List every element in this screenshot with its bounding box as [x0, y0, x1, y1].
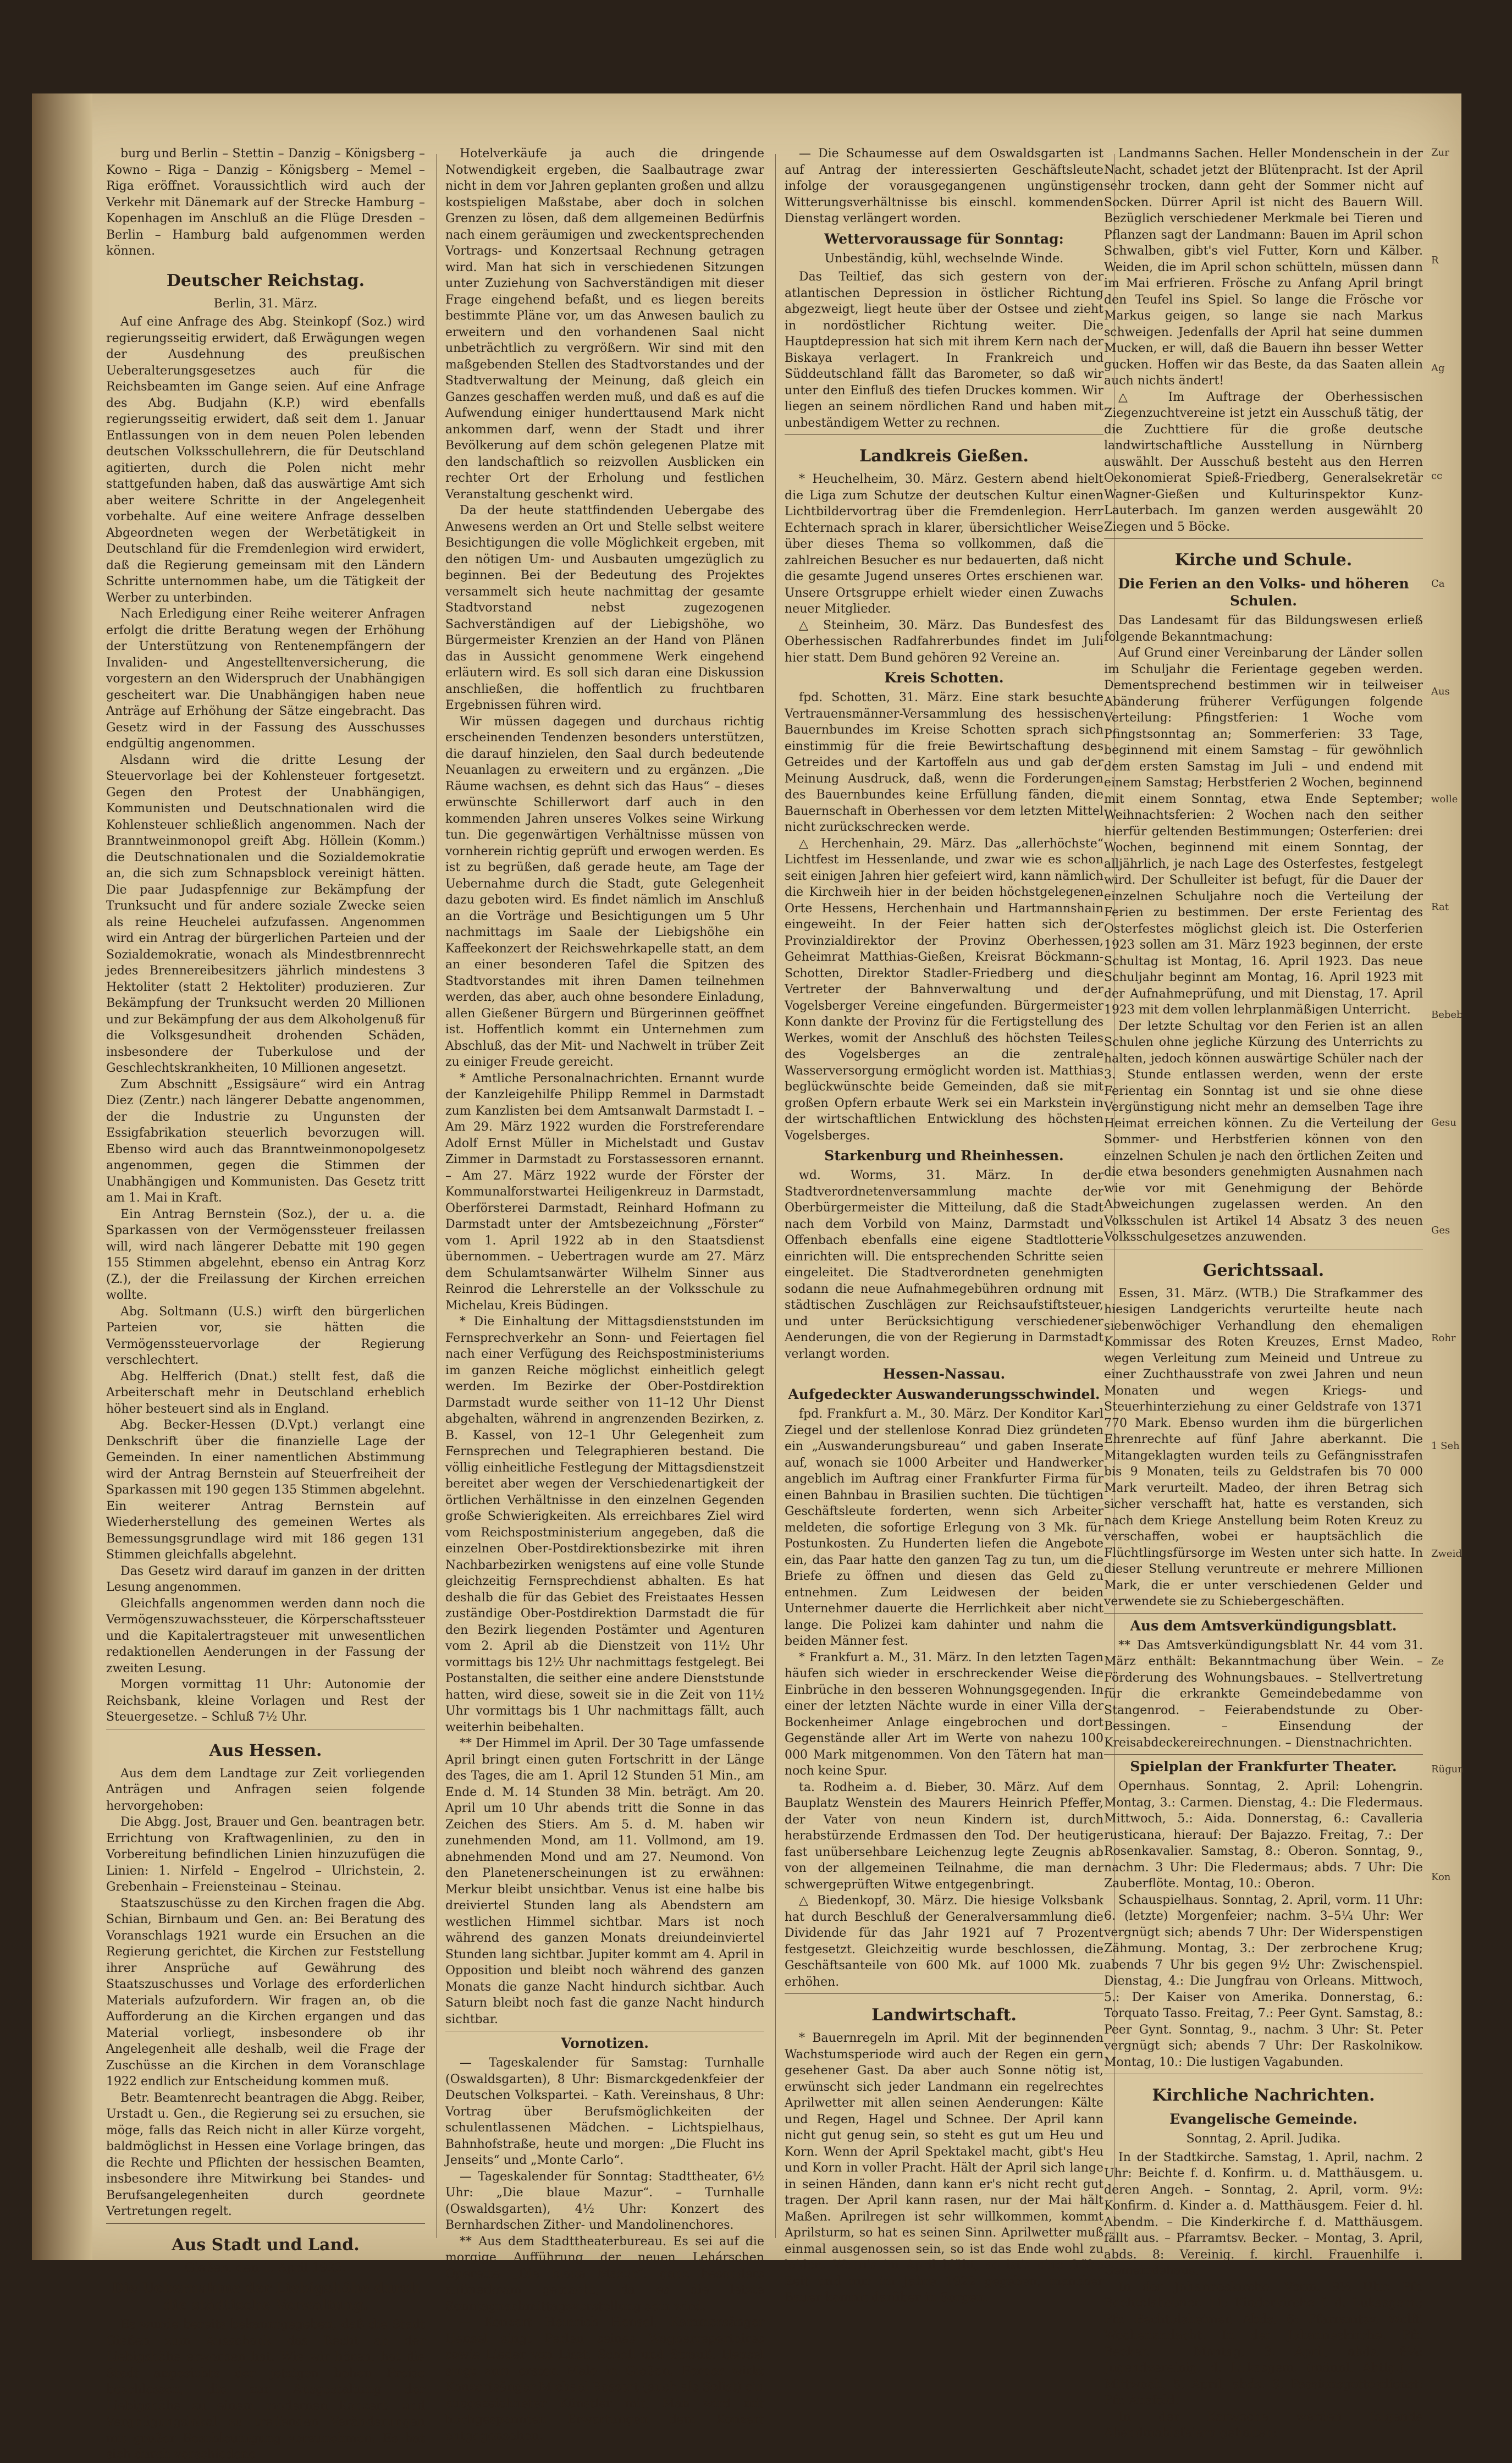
edge-fragment: Rügun — [1431, 1764, 1464, 1775]
rule-divider — [1104, 1613, 1423, 1614]
paragraph: * Bauernregeln im April. Mit der beginnenden Wachstumsperiode wird auch der Regen ein gern gesehener Gast. Da aber auch Sonne nötig ist, erwünscht sich jeder Landmann ein regelrechtes Aprilwetter mit allen seinen Aenderungen: Kälte und Regen, Hagel und Schnee. Der April kann nicht gut genug sein, so steht es gut um Heu und Korn. Wenn der April Spektakel macht, gibt's Heu und Korn in voller Pracht. Hält der April sich lange in seinen Händen, dann kann er's nicht recht gut tragen. Der April kann rasen, nur der Mai hält Maßen. Aprilregen ist sehr willkommen, kommt Aprilsturm, so hat es seinen Sinn. Aprilwetter muß einmal ausgenossen sein, so ist das Ende wohl zu leiden. Wenn's im April blüht, so ist's eine frühe Zeit und nur im Jahre 1922 gegeben, mancher Bauer kommt darüber in Sorgen. — [785, 2031, 1103, 2305]
paragraph: Abg. Soltmann (U.S.) wirft den bürgerlichen Parteien vor, sie hätten die Vermögenssteuervorlage der Regierung verschlechtert. — [106, 1304, 425, 1367]
paragraph: Nach Erledigung einer Reihe weiterer Anfragen erfolgt die dritte Beratung wegen der Erhöhung der Unterstützung von Rentenempfängern der Invaliden- und Angestelltenversicherung, die vorgestern an den Widerspruch der Unabhängigen gescheitert war. Die Unabhängigen haben neue Anträge auf Erhöhung der Sätze eingebracht. Das Gesetz wird in der Fassung des Ausschusses endgültig angenommen. — [106, 607, 425, 751]
column-2 — [445, 146, 764, 2443]
paragraph: Das Gesetz wird darauf im ganzen in der dritten Lesung angenommen. — [106, 1564, 425, 1594]
paragraph: In der Johanneskirche. Vorm. 9½ Uhr: Pfr. Bechtolsheimer. 11: Kinderkirche f. d. Lukasgem.; Pfr. Bechtolsheimer. Abds. 6: Pfarramtsv. Wolff. Wochenandacht. In der Johanneskirche. Pfr. Becker. – Montag, 3. April, abds. 8¼: Jugendvereinig. d. Lukasgem. (männl. Abtlg.). – Mittwoch, 5. April, abds. 6: Passionsgottesdienst: Pfr. Ausfeld. — [1104, 2280, 1423, 2407]
paragraph: △ Herchenhain, 29. März. Das „allerhöchste“ Lichtfest im Hessenlande, und zwar wie es schon seit einigen Jahren hier gefeiert wird, kann nämlich die Kirchweih hier in der beiden höchstgelegenen Orte Hessens, Herchenhain und Hartmannshain eingeweiht. In der Feier hatten sich der Provinzialdirektor der Provinz Oberhessen, Geheimrat Matthias-Gießen, Kreisrat Böckmann-Schotten, Direktor Stadler-Friedberg und die Vertreter der Bahnverwaltung und der Vogelsberger Vereine eingefunden. Bürgermeister Konn dankte der Provinz für die Fertigstellung des Werkes, womit der Anschluß des höchsten Teiles des Vogelsberges an die zentrale Wasserversorgung ermöglicht worden ist. Matthias beglückwünschte beide Gemeinden, daß sie mit großen Opfern erbaute Werk sei ein Markstein in der wirtschaftlichen Entwicklung des höchsten Vogelsberges. — [785, 836, 1103, 1143]
binding-gutter — [32, 93, 92, 2260]
section-heading: Kirche und Schule. — [1174, 550, 1353, 570]
rule-divider — [785, 434, 1103, 435]
rule-divider — [785, 1993, 1103, 1994]
paragraph: Die Abgg. Jost, Brauer und Gen. beantragen betr. Errichtung von Kraftwagenlinien, zu den in Vorbereitung befindlichen Linien hinzuzufügen die Linien: 1. Nirfeld – Engelrod – Ulrichstein, 2. Grebenhain – Freiensteinau – Steinau. — [106, 1815, 425, 1894]
paragraph: Abg. Becker-Hessen (D.Vpt.) verlangt eine Denkschrift über die finanzielle Lage der Gemeinden. In einer namentlichen Abstimmung wird der Antrag Bernstein auf Steuerfreiheit der Sparkassen mit 190 gegen 135 Stimmen abgelehnt. Ein weiterer Antrag Bernstein auf Wiederherstellung des gemeinen Wertes als Bemessungsgrundlage wird mit 186 gegen 131 Stimmen gleichfalls abgelehnt. — [106, 1418, 425, 1562]
rule-divider — [106, 2223, 425, 2224]
edge-fragment: Zweid — [1431, 1548, 1462, 1560]
column-4 — [1104, 146, 1423, 2440]
article-heading: Die Uebernahme der Liebigshöhe durch die städtische Verwaltung. — [111, 2280, 420, 2313]
paragraph: △ Biedenkopf, 30. März. Die hiesige Volksbank hat durch Beschluß der Generalversammlung die Dividende für das Jahr 1921 auf 7 Prozent festgesetzt. Gleichzeitig wurde beschlossen, die Geschäftsanteile von 600 Mk. auf 1000 Mk. zu erhöhen. — [785, 1894, 1103, 1989]
edge-fragment: Ges — [1431, 1225, 1450, 1236]
paragraph: △ Steinheim, 30. März. Das Bundesfest des Oberhessischen Radfahrerbundes findet im Juli hier statt. Dem Bund gehören 92 Vereine an. — [785, 618, 1103, 665]
article-heading: Aufgedeckter Auswanderungsschwindel. — [788, 1386, 1100, 1402]
edge-fragment: 1 Seh — [1431, 1440, 1460, 1452]
edge-fragment: Ze — [1431, 1656, 1444, 1667]
paragraph: Abg. Helfferich (Dnat.) stellt fest, daß die Arbeiterschaft mehr in Deutschland erheblich höher besteuert sind als in England. — [106, 1369, 425, 1416]
paragraph: — Tageskalender für Samstag: Turnhalle (Oswaldsgarten), 8 Uhr: Bismarckgedenkfeier der Deutschen Volkspartei. – Kath. Vereinshaus, 8 Uhr: Vortrag über Berufsmöglichkeiten der schulentlassenen Mädchen. – Lichtspielhaus, Bahnhofstraße, heute und morgen: „Die Flucht ins Jenseits“ und „Monte Carlo“. — [445, 2056, 764, 2167]
article-heading: Die Ferien an den Volks- und höheren Schulen. — [1118, 576, 1409, 609]
paragraph: Opernhaus. Sonntag, 2. April: Lohengrin. Montag, 3.: Carmen. Dienstag, 4.: Die Fledermaus. Mittwoch, 5.: Aida. Donnerstag, 6.: Cavalleria rusticana, hierauf: Der Bajazzo. Freitag, 7.: Der Rosenkavalier. Samstag, 8.: Oberon. Sonntag, 9., nachm. 3 Uhr: Die Fledermaus; abds. 7 Uhr: Die Zauberflöte. Montag, 10.: Oberon. — [1104, 1779, 1423, 1891]
paragraph: Hotelverkäufe ja auch die dringende Notwendigkeit ergeben, die Saalbautrage zwar nicht in dem vor Jahren geplanten großen und allzu kostspieligen Maßstabe, aber doch in solchen Grenzen zu lösen, daß dem allgemeinen Bedürfnis nach einem geräumigen und zweckentsprechenden Vortrags- und Konzertsaal Rechnung getragen wird. Man hat sich in verschiedenen Sitzungen unter Zuziehung von Sachverständigen mit dieser Frage eingehend befaßt, und es liegen bereits bestimmte Pläne vor, um das Anwesen baulich zu erweitern und den vorhandenen Saal nicht unbeträchtlich zu vergrößern. Wir sind mit den maßgebenden Stellen des Stadtvorstandes und der Stadtverwaltung der Meinung, daß gleich ein Ganzes geschaffen werden muß, und daß es auf die Aufwendung einiger hunderttausend Mark nicht ankommen darf, wenn der Stadt und ihrer Bevölkerung auf dem schön gelegenen Platze mit den landschaftlich so reizvollen Ausblicken ein rechter Ort der Erholung und festlichen Veranstaltung geschenkt wird. — [445, 147, 764, 502]
paragraph: burg und Berlin – Stettin – Danzig – Königsberg – Kowno – Riga – Danzig – Königsberg – Memel – Riga eröffnet. Voraussichtlich wird auch der Verkehr mit Dänemark auf der Strecke Hamburg – Kopenhagen im Anschluß an die Flüge Dresden – Berlin – Hamburg bald aufgenommen werden können. — [106, 147, 425, 258]
paragraph: Essen, 31. März. (WTB.) Die Strafkammer des hiesigen Landgerichts verurteilte heute nach siebenwöchiger Verhandlung den ehemaligen Kommissar des Roten Kreuzes, Ernst Madeo, wegen Verleitung zum Meineid und Untreue zu einer Zuchthausstrafe von zwei Jahren und neun Monaten und wegen Kriegs- und Steuerhinterziehung zu einer Geldstrafe von 1371 770 Mark. Ebenso wurden ihm die bürgerlichen Ehrenrechte auf fünf Jahre aberkannt. Die Mitangeklagten wurden teils zu Gefängnisstrafen bis 9 Monaten, teils zu Geldstrafen bis 70 000 Mark verurteilt. Madeo, der ihren Betrag sich sicher verschafft hat, hatte es verstanden, sich nach dem Kriege Anstellung beim Roten Kreuz zu verschaffen, wobei er hauptsächlich die Flüchtlingsfürsorge im Westen unter sich hatte. In dieser Stellung veruntreute er mehrere Millionen Mark, die er unter verschiedenen Gelder und verwendete sie zu Schiebergeschäften. — [1104, 1286, 1423, 1608]
paragraph: Es wurde bereits bekanntgegeben, daß die Stadt Gießen zum Ausschank das Recht an der Liebigshöhe erworben hat. Wie wir hören, hat die Stadt angesichts der jetzigen hohen Preise beschlossen, die zur Ausgestaltung der Liebigshöhe zu einem modernen Konzert- und Vergnügungslokal zu treffenden Veränderungen mit großer Beschleunigung vorzunehmen. Es hat sich durch verschiedene — [106, 2318, 425, 2461]
next-page-edge-strip — [1431, 146, 1464, 2235]
paragraph: Auf Grund einer Vereinbarung der Länder sollen im Schuljahr die Ferientage gegeben werden. Dementsprechend bestimmen wir in teilweiser Abänderung früherer Verfügungen folgende Verteilung: Pfingstferien: 1 Woche vom Pfingstsonntag an; Sommerferien: 33 Tage, beginnend mit einem Samstag – für gewöhnlich dem ersten Samstag im Juli – und endend mit einem Samstag; Herbstferien 2 Wochen, beginnend mit einem Sonntag, etwa Ende September; Weihnachtsferien: 2 Wochen nach den seither hierfür geltenden Bestimmungen; Osterferien: drei Wochen, beginnend mit einem Sonntag, der alljährlich, je nach Lage des Osterfestes, festgelegt wird. Der Schulleiter ist befugt, für die Dauer der einzelnen Schuljahre noch die Verteilung der Ferien zu bestimmen. Der erste Ferientag des Osterfestes möglichst gleich ist. Die Osterferien 1923 sollen am 31. März 1923 beginnen, der erste Schultag ist Montag, 16. April 1923. Das neue Schuljahr beginnt am Montag, 16. April 1923 mit der Aufnahmeprüfung, und mit Dienstag, 17. April 1923 mit dem vollen lehrplanmäßigen Unterricht. — [1104, 646, 1423, 1017]
paragraph: △ Im Auftrage der Oberhessischen Ziegenzuchtvereine ist jetzt ein Ausschuß tätig, der die Zuchttiere für die große deutsche landwirtschaftliche Ausstellung in Nürnberg auswählt. Der Ausschuß besteht aus den Herren Oekonomierat Spieß-Friedberg, Generalsekretär Wagner-Gießen und Kulturinspektor Kunz-Lauterbach. Im ganzen werden ausgewählt 20 Ziegen und 5 Böcke. — [1104, 390, 1423, 534]
rule-divider — [1104, 1754, 1423, 1755]
paragraph: ** Der Himmel im April. Der 30 Tage umfassende April bringt einen guten Fortschritt in der Länge des Tages, die am 1. April 12 Stunden 51 Min., am Ende d. M. 14 Stunden 38 Min. beträgt. Am 20. April um 10 Uhr abends tritt die Sonne in das Zeichen des Stiers. Am 5. d. M. haben wir zunehmenden Mond, am 11. Vollmond, am 19. abnehmenden Mond und am 27. Neumond. Von den Planetenerscheinungen ist zu erwähnen: Merkur bleibt unsichtbar. Venus ist eine halbe bis dreiviertel Stunden lang als Abendstern am westlichen Himmel sichtbar. Mars ist noch während des ganzen Monats dreiundeinviertel Stunden lang sichtbar. Jupiter kommt am 4. April in Opposition und bleibt noch während des ganzen Monats die ganze Nacht hindurch sichtbar. Auch Saturn bleibt noch fast die ganze Nacht hindurch sichtbar. — [445, 1737, 764, 2026]
paragraph: Gleichfalls angenommen werden dann noch die Vermögenszuwachssteuer, die Körperschaftssteuer und die Kapitalertragsteuer mit unwesentlichen redaktionellen Aenderungen in der Fassung der zweiten Lesung. — [106, 1596, 425, 1676]
paragraph: fpd. Schotten, 31. März. Eine stark besuchte Vertrauensmänner-Versammlung des hessischen Bauernbundes im Kreise Schotten sprach sich einstimmig für die freie Bewirtschaftung des Getreides und der Kartoffeln aus und gab der Meinung Ausdruck, daß, wenn die Forderungen des Bauernbundes keine Erfüllung fänden, die Bauernschaft in Oberhessen vor dem letzten Mittel nicht zurückschrecken werde. — [785, 691, 1103, 834]
column-divider — [775, 154, 776, 2238]
paragraph: Landmanns Sachen. Heller Mondenschein in der Nacht, schadet jetzt der Blütenpracht. Ist der April sehr trocken, dann geht der Sommer nicht auf Socken. Dürrer April ist nicht des Bauern Will. Bezüglich verschiedener Merkmale bei Tieren und Pflanzen sagt der Landmann: Bauen im April schon Schwalben, gibt's viel Futter, Korn und Kälber. Weiden, die im April schon schütteln, müssen dann im Mai erfrieren. Frösche zu Anfang April bringt den Teufel ins Spiel. So lange die Frösche vor Markus geigen, so lange sie nach Markus schweigen. Jedenfalls der April hat seine dummen Mucken, er will, daß die Bauern ihn besser Wetter gucken. Hoffen wir das Beste, da das Saaten allein auch nichts ändert! — [1104, 147, 1423, 388]
edge-fragment: Rohr — [1431, 1332, 1456, 1344]
edge-fragment: Kon — [1431, 1871, 1451, 1883]
edge-fragment: Gesu — [1431, 1117, 1456, 1128]
article-heading: Starkenburg und Rheinhessen. — [824, 1148, 1064, 1164]
dateline: Sonntag, 2. April. Judika. — [1186, 2132, 1341, 2146]
section-heading: Landwirtschaft. — [871, 2005, 1017, 2025]
paragraph: Der letzte Schultag vor den Ferien ist an allen Schulen ohne jegliche Kürzung des Unterrichts zu halten, jedoch können auswärtige Schüler nach der 3. Stunde entlassen werden, wenn der erste Ferientag ein Sonntag ist und sie ohne diese Vergünstigung nicht mehr an demselben Tage ihre Heimat erreichen können. Zu die Verteilung der Sommer- und Herbstferien können von den einzelnen Schulen je nach den örtlichen Zeiten und die etwa besonders genehmigten Ausnahmen nach wie vor mit Genehmigung der Behörde Abweichungen zugelassen werden. An den Volksschulen ist Artikel 14 Absatz 3 des neuen Volksschulgesetzes anzuwenden. — [1104, 1019, 1423, 1244]
edge-fragment: Bebeb — [1431, 1009, 1463, 1021]
section-heading: Kirchliche Nachrichten. — [1152, 2086, 1375, 2105]
article-heading: Hessen-Nassau. — [882, 1366, 1006, 1382]
paragraph: ** Das Amtsverkündigungsblatt Nr. 44 vom 31. März enthält: Bekanntmachung über Wein. – Förderung des Wohnungsbaues. – Stellvertretung für die erkrankte Gemeindebedamme von Stangenrod. – Feierabendstunde zu Ober-Bessingen. – Einsendung der Kreisabdeckereirechnungen. – Dienstnachrichten. — [1104, 1638, 1423, 1750]
paragraph: Aus dem dem Landtage zur Zeit vorliegenden Anträgen und Anfragen seien folgende hervorgehoben: — [106, 1766, 425, 1813]
paragraph: Schauspielhaus. Sonntag, 2. April, vorm. 11 Uhr: 6. (letzte) Morgenfeier; nachm. 3–5¼ Uhr: Wer vergnügt sich; abends 7 Uhr: Der Widerspenstigen Zähmung. Montag, 3.: Der zerbrochene Krug; abends 7 Uhr bis gegen 9½ Uhr: Zwischenspiel. Dienstag, 4.: Die Jungfrau von Orleans. Mittwoch, 5.: Der Kaiser von Amerika. Donnerstag, 6.: Torquato Tasso. Freitag, 7.: Peer Gynt. Samstag, 8.: Peer Gynt. Sonntag, 9., nachm. 3 Uhr: St. Peter vergnügt sich; abends 7 Uhr: Der Raskolnikow. Montag, 10.: Die lustigen Vagabunden. — [1104, 1893, 1423, 2069]
paragraph: wd. Worms, 31. März. In der Stadtverordnetenversammlung machte der Oberbürgermeister die Mitteilung, daß die Stadt nach dem Vorbild von Mainz, Darmstadt und Offenbach ebenfalls eine eigene Stadtlotterie einrichten will. Die entsprechenden Schritte seien eingeleitet. Die Stadtverordneten genehmigten sodann die neue Aufnahmegebühren ordnung mit städtischen Zuschlägen zur Reichsaufstiftsteuer, und unter Berücksichtigung verschiedener Aenderungen, die von der Regierung in Darmstadt verlangt worden. — [785, 1169, 1103, 1361]
article-heading: Kreis Schotten. — [884, 670, 1004, 686]
paragraph: Staatszuschüsse zu den Kirchen fragen die Abg. Schian, Birnbaum und Gen. an: Bei Beratung des Voranschlags 1921 wurde ein Ersuchen an die Regierung gerichtet, die Kirchen zur Feststellung ihrer Ansprüche auf Gewährung des Staatszuschusses und Vorlage des erforderlichen Materials aufzufordern. Wir fragen an, ob die Aufforderung an die Kirchen ergangen und das Material vorliegt, insbesondere ob ihr Angelegenheit alle deshalb, weil die Frage der Zuschüsse an die Kirchen in dem Voranschlage 1922 endlich zur Entscheidung kommen muß. — [106, 1896, 425, 2089]
paragraph: * Die Einhaltung der Mittagsdienststunden im Fernsprechverkehr an Sonn- und Feiertagen fiel nach einer Verfügung des Reichspostministeriums im ganzen Reiche möglichst einheitlich gelegt werden. Im Bezirke der Ober-Postdirektion Darmstadt wurde seither von 11–12 Uhr Dienst abgehalten, während in angrenzenden Bezirken, z. B. Kassel, von 12–1 Uhr Gelegenheit zum Fernsprechen und Telegraphieren bestand. Die völlig einheitliche Festlegung der Mittagsdienstzeit bereitet aber wegen der Verschiedenartigkeit der örtlichen Verhältnisse in den einzelnen Gegenden große Schwierigkeiten. Als erreichbares Ziel wird vom Reichspostministerium angegeben, daß die einzelnen Ober-Postdirektionsbezirke mit ihren Nachbarbezirken wenigstens auf eine volle Stunde gleichzeitig Fernsprechdienst abhalten. Es hat deshalb die für das Gebiet des Freistaates Hessen zuständige Ober-Postdirektion Darmstadt die für den Bezirk liegenden Postämter und Agenturen vom 2. April ab die Dienstzeit von 11½ Uhr vormittags bis 12½ Uhr nachmittags festgelegt. Bei Postanstalten, die seither eine andere Dienststunde hatten, wird diese, soweit sie in die Zeit von 11½ Uhr vormittags bis 1 Uhr nachmittags fällt, auch weiterhin beibehalten. — [445, 1315, 764, 1734]
paragraph: In der Karwoche werden folgende Abendmahlsfeiern gehalten: — [1104, 2410, 1423, 2440]
paragraph: In der Stadtkirche. Samstag, 1. April, nachm. 2 Uhr: Beichte f. d. Konfirm. u. d. Matthäusgem. u. deren Angeh. – Sonntag, 2. April, vorm. 9½: Konfirm. d. Kinder a. d. Matthäusgem. Feier d. hl. Abendm. – Die Kinderkirche f. d. Matthäusgem. fällt aus. – Pfarramtsv. Becker. – Montag, 3. April, abds. 8: Vereinig. f. kirchl. Frauenhilfe i. Gemeindehaus. — [1104, 2150, 1423, 2278]
section-heading: Gerichtssaal. — [1202, 1260, 1325, 1280]
column-divider — [436, 154, 437, 2238]
paragraph: — Tageskalender für Sonntag: Stadttheater, 6½ Uhr: „Die blaue Mazur“. – Turnhalle (Oswaldsgarten), 4½ Uhr: Konzert des Bernhardschen Zither- und Mandolinenchores. — [445, 2169, 764, 2232]
edge-fragment: cc — [1431, 470, 1443, 482]
column-3 — [785, 146, 1103, 2305]
edge-fragment: Ca — [1431, 578, 1445, 589]
paragraph: Da der heute stattfindenden Uebergabe des Anwesens werden an Ort und Stelle selbst weitere Besichtigungen die volle Möglichkeit ergeben, mit den nötigen Um- und Ausbauten umgezüglich zu beginnen. Bei der Bedeutung des Projektes versammelt sich heute nachmittag der gesamte Stadtvorstand nebst zugezogenen Sachverständigen auf der Liebigshöhe, wo Bürgermeister Krenzien an der Hand von Plänen das in Aussicht genommene Werk eingehend erläutern wird. Es soll sich daran eine Diskussion anschließen, die hoffentlich zu fruchtbaren Ergebnissen führen wird. — [445, 504, 764, 712]
paragraph: * Amtliche Personalnachrichten. Ernannt wurde der Kanzleigehilfe Philipp Remmel in Darmstadt zum Kanzlisten bei dem Amtsanwalt Darmstadt I. – Am 29. März 1922 wurden die Forstreferendare Adolf Ernst Müller in Michelstadt und Gustav Zimmer in Darmstadt zu Forstassessoren ernannt. – Am 27. März 1922 wurde der Förster der Kommunalforstwartei Heiligenkreuz in Darmstadt, Oberförsterei Darmstadt, Reinhard Hofmann zu Darmstadt unter der Amtsbezeichnung „Förster“ vom 1. April 1922 ab in den Staatsdienst übernommen. – Uebertragen wurde am 27. März dem Schulamtsanwärter Wilhelm Sinner aus Reinrod die Lehrerstelle an der Volksschule zu Michelau, Kreis Büdingen. — [445, 1071, 764, 1313]
paragraph: fpd. Frankfurt a. M., 30. März. Der Konditor Karl Ziegel und der stellenlose Konrad Diez gründeten ein „Auswanderungsbureau“ und gaben Inserate auf, wonach sie 1000 Arbeiter und Handwerker angeblich im Auftrag einer Frankfurter Firma für einen Bahnbau in Brasilien suchten. Die tüchtigen Geschäftsleute forderten, wenn sich Arbeiter meldeten, die sofortige Erlegung von 3 Mk. für Postunkosten. Zu Hunderten liefen die Angebote ein, das Paar hatte den ganzen Tag zu tun, um die Briefe zu öffnen und diesen das Geld zu entnehmen. Zum Leidwesen der beiden Unternehmer dauerte die Herrlichkeit aber nicht lange. Die Polizei kam dahinter und nahm die beiden Männer fest. — [785, 1407, 1103, 1648]
paragraph: * Heuchelheim, 30. März. Gestern abend hielt die Liga zum Schutze der deutschen Kultur einen Lichtbildervortrag über die Fremdenlegion. Herr Echternach sprach in klarer, übersichtlicher Weise über dieses Thema so vollkommen, daß die zahlreichen Besucher es nur bedauerten, daß nicht die gesamte Jugend unseres Ortes erschienen war. Unsere Ortsgruppe erhielt wieder einen Zuwachs neuer Mitglieder. — [785, 472, 1103, 616]
newspaper-page — [32, 93, 1464, 2461]
article-heading: Evangelische Gemeinde. — [1169, 2111, 1358, 2127]
section-heading: Landkreis Gießen. — [859, 447, 1029, 466]
article-heading: Spielplan der Frankfurter Theater. — [1130, 1759, 1397, 1775]
section-heading: Aus Hessen. — [209, 1740, 322, 1760]
edge-fragment: R — [1431, 255, 1439, 266]
edge-fragment: Rat — [1431, 901, 1449, 913]
edge-fragment: Aus — [1431, 686, 1450, 697]
article-heading: Wettervoraussage für Sonntag: — [824, 230, 1064, 247]
edge-fragment: Ag — [1431, 362, 1445, 374]
paragraph: Das Landesamt für das Bildungswesen erließ folgende Bekanntmachung: — [1104, 614, 1423, 644]
paragraph: * Frankfurt a. M., 31. März. In den letzten Tagen häufen sich wieder in erschreckender Weise die Einbrüche in den besseren Wohnungsgegenden. In einer der letzten Nächte wurde in einer Villa der Bockenheimer Anlage eingebrochen und dort Gegenstände aller Art im Werte von nahezu 100 000 Mark mitgenommen. Von den Tätern hat man noch keine Spur. — [785, 1650, 1103, 1778]
section-heading: Deutscher Reichstag. — [166, 271, 365, 290]
paragraph: Ein Antrag Bernstein (Soz.), der u. a. die Sparkassen von der Vermögenssteuer freilassen will, wird nach längerer Debatte mit 190 gegen 155 Stimmen abgelehnt, ebenso ein Antrag Korz (Z.), der die Freilassung der Kirchen erreichen wollte. — [106, 1207, 425, 1302]
rule-divider — [1104, 538, 1423, 539]
paragraph: Morgen vormittag 11 Uhr: Autonomie der Reichsbank, kleine Vorlagen und Rest der Steuergesetze. – Schluß 7½ Uhr. — [106, 1678, 425, 1724]
paragraph: — Die Schaumesse auf dem Oswaldsgarten ist auf Antrag der interessierten Geschäftsleute infolge der vorausgegangenen ungünstigen Witterungsverhältnisse bis einschl. kommenden Dienstag verlängert worden. — [785, 147, 1103, 225]
article-heading: Aus dem Amtsverkündigungsblatt. — [1130, 1617, 1397, 1634]
paragraph: Betr. Beamtenrecht beantragen die Abgg. Reiber, Urstadt u. Gen., die Regierung sei zu ersuchen, sie möge, falls das Reich nicht in aller Kürze vorgeht, baldmöglichst in Hessen eine Vorlage bringen, das die Rechte und Pflichten der hessischen Beamten, insbesondere ihre Mitwirkung bei Standes- und Berufsangelegenheiten durch geordnete Vertretungen regelt. — [106, 2091, 425, 2218]
paragraph: Zum Abschnitt „Essigsäure“ wird ein Antrag Diez (Zentr.) nach längerer Debatte angenommen, der die Industrie zu Ungunsten der Essigfabrikation steuerlich bevorzugen will. Ebenso wird auch das Branntweinmonopolgesetz angenommen, gegen die Stimmen der Unabhängigen und Kommunisten. Das Gesetz tritt am 1. Mai in Kraft. — [106, 1077, 425, 1205]
paragraph: ta. Rodheim a. d. Bieber, 30. März. Auf dem Bauplatz Wenstein des Maurers Heinrich Pfeffer, der Vater von neun Kindern ist, durch herabstürzende Erdmassen den Tod. Der heutige fast unübersehbare Leichenzug legte Zeugnis ab von der allgemeinen Teilnahme, die man der schwergeprüften Witwe entgegenbringt. — [785, 1780, 1103, 1892]
column-1 — [106, 146, 425, 2461]
edge-fragment: Zur — [1431, 147, 1449, 158]
paragraph: Wir müssen dagegen und durchaus richtig erscheinenden Tendenzen besonders unterstützen, die darauf hinzielen, den Saal durch bedeutende Neuanlagen zu erweitern und zu ergänzen. „Die Räume wachsen, es dehnt sich das Haus“ – dieses erwünschte Schillerwort darf auch in den kommenden Jahren unseres Volkes seine Wirkung tun. Die gegenwärtigen Verhältnisse müssen von vornherein richtig geprüft und erwogen werden. Es ist zu begrüßen, daß gerade heute, am Tage der Uebernahme durch die Stadt, gute Gelegenheit dazu geboten wird. Es findet nämlich im Anschluß an die Vorträge und Besichtigungen um 5 Uhr nachmittags im Saale der Liebigshöhe ein Kaffeekonzert der Reichswehrkapelle statt, an dem an einer besonderen Tafel die Spitzen des Stadtvorstandes mit ihren Damen teilnehmen werden, das aber, auch ohne besondere Einladung, allen Gießener Bürgern und Bürgerinnen geöffnet ist. Hoffentlich kommt ein Unternehmen zum Abschluß, das der Mit- und Nachwelt in trüber Zeit zu einiger Freude gereicht. — [445, 714, 764, 1069]
section-heading: Aus Stadt und Land. — [172, 2235, 360, 2255]
dateline: Unbeständig, kühl, wechselnde Winde. — [824, 251, 1064, 266]
dateline: Gießen, den 1. April 1922. — [184, 2261, 347, 2275]
paragraph: — Konzert Heinrich Hensel. Kammersänger Hensel singt Perlen seines Wagnerrepertoires sowie Lieder von Liszt, Scholl und Strauß. Hensel singt zum ersten Male in Gießen. Ferner wirkt Konzertsänger Michael Rossert (auch als Solist) ein ausgezeichneter Künstler mit. Man wird mit hochgespannten Erwartungen dem Konzert entgegensehen. — [445, 2316, 764, 2443]
paragraph: Auf eine Anfrage des Abg. Steinkopf (Soz.) wird regierungsseitig erwidert, daß Erwägungen wegen der Ausdehnung des preußischen Ueberalterungsgesetzes auch für die Reichsbeamten im Gange seien. Auf eine Anfrage des Abg. Budjahn (K.P.) wird ebenfalls regierungsseitig erwidert, daß seit dem 1. Januar Entlassungen von in dem neuen Polen lebenden deutschen Volksschullehrern, die für Deutschland agitierten, durch die Polen nicht mehr stattgefunden haben, daß das auswärtige Amt sich aber weitere Schritte in der Angelegenheit vorbehalte. Auf eine weitere Anfrage desselben Abgeordneten wegen der Werbetätigkeit in Deutschland für die Fremdenlegion wird erwidert, daß die Regierung gemeinsam mit den Ländern Schritte unternommen habe, um die Tätigkeit der Werber zu unterbinden. — [106, 315, 425, 605]
edge-fragment: wolle — [1431, 794, 1458, 805]
article-heading: Vornotizen. — [561, 2035, 649, 2051]
paragraph: ** Aus dem Stadttheaterbureau. Es sei auf die morgige Aufführung der neuen Lehárschen Operette „Die blaue Mazur“, ganz besonders aufmerksam gemacht, da es die letzte Sonntagnachmittagsvorstellung sein wird. — [445, 2234, 764, 2313]
dateline: Berlin, 31. März. — [213, 296, 318, 311]
paragraph: Das Teiltief, das sich gestern von der atlantischen Depression in östlicher Richtung abgezweigt, liegt heute über der Ostsee und zieht in nordöstlicher Richtung weiter. Die Hauptdepression hat sich mit ihrem Kern nach der Biskaya verlagert. In Frankreich und Süddeutschland fällt das Barometer, so daß wir unter den Einfluß des tiefen Druckes kommen. Wir liegen an seinem nördlichen Rand und haben mit unbeständigem Wetter zu rechnen. — [785, 270, 1103, 430]
paragraph: Alsdann wird die dritte Lesung der Steuervorlage bei der Kohlensteuer fortgesetzt. Gegen den Protest der Unabhängigen, Kommunisten und Deutschnationalen wird die Kohlensteuer schließlich angenommen. Nach der Branntweinmonopol greift Abg. Höllein (Komm.) die Deutschnationalen und die Sozialdemokratie an, die sich zum Schnapsblock vereinigt hätten. Die paar Judaspfennige zur Bekämpfung der Trunksucht und für andere soziale Zwecke seien als reine Heuchelei aufzufassen. Angenommen wird ein Antrag der bürgerlichen Parteien und der Sozialdemokratie, wonach als Mindestbrennrecht jedes Brennereibesitzers jährlich mindestens 3 Hektoliter (statt 2 Hektoliter) produzieren. Zur Bekämpfung der Trunksucht werden 20 Millionen und zur Bekämpfung der aus dem Alkoholgenuß für die Volksgesundheit drohenden Schäden, insbesondere der Tuberkulose und der Geschlechtskrankheiten, 10 Millionen angesetzt. — [106, 753, 425, 1075]
